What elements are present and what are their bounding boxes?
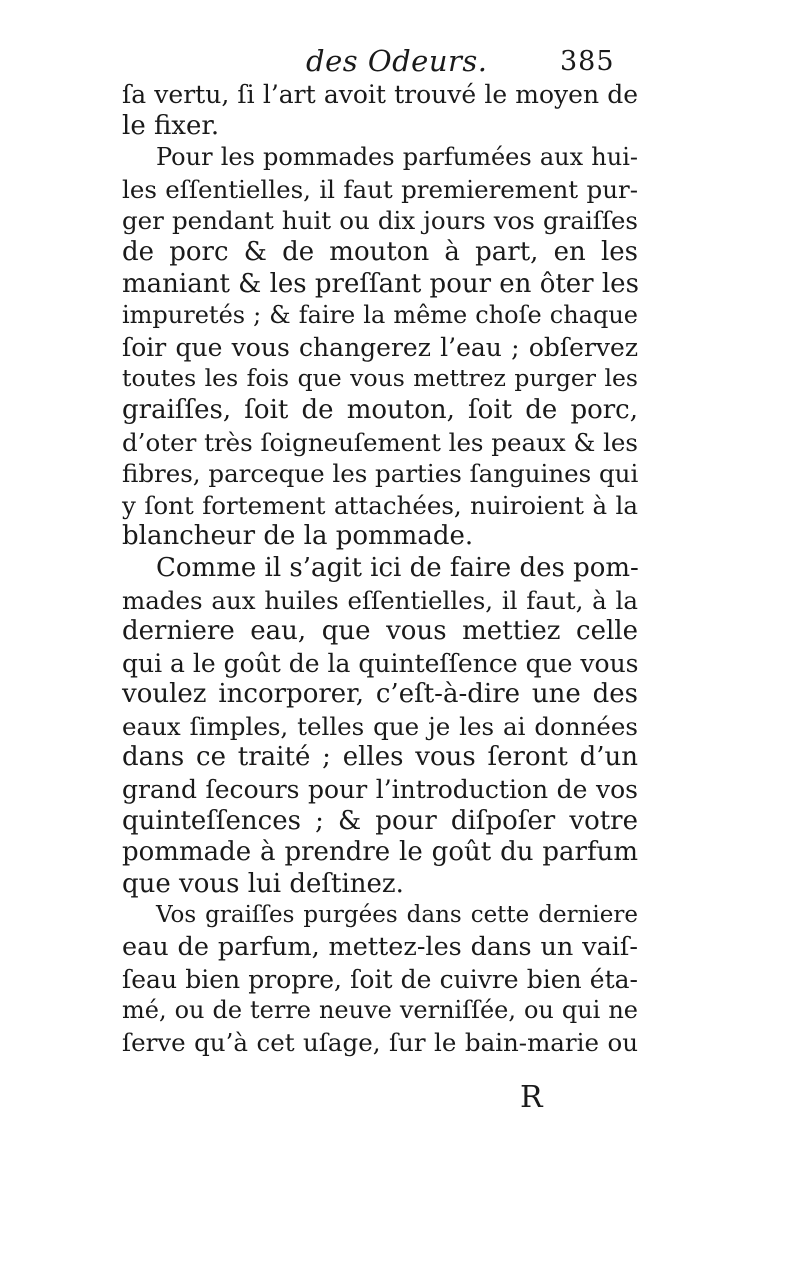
text-line: ſoir que vous changerez l’eau ; obſervez <box>122 332 638 362</box>
text-line: ger pendant huit ou dix jours vos graiſſes <box>122 206 638 236</box>
text-line: de porc & de mouton à part, en les <box>122 236 638 267</box>
text-line: mades aux huiles eſſentielles, il faut, à la <box>122 585 638 615</box>
text-line: le fixer. <box>122 110 220 141</box>
text-line: pommade à prendre le goût du parfum <box>122 837 638 868</box>
text-line: Comme il s’agit ici de faire des pom- <box>156 552 639 583</box>
text-line: ſa vertu, ſi l’art avoit trouvé le moyen de <box>122 80 638 109</box>
text-line: eaux ſimples, telles que je les ai données <box>122 711 638 741</box>
body-text <box>122 79 638 1058</box>
text-line: blancheur de la pommade. <box>122 521 474 552</box>
text-line: toutes les fois que vous mettrez purger les <box>122 364 638 393</box>
text-line: fibres, parceque les parties ſanguines qui <box>122 459 639 489</box>
text-line: Vos graiſſes purgées dans cette derniere <box>156 902 638 929</box>
text-line: Pour les pommades parfumées aux hui- <box>156 143 638 172</box>
text-line: quinteſſences ; & pour diſpoſer votre <box>122 805 638 836</box>
page-number: 385 <box>560 46 615 77</box>
text-line: d’oter très ſoigneuſement les peaux & les <box>122 427 638 457</box>
running-head-title: des Odeurs. <box>306 44 488 78</box>
text-line: dans ce traité ; elles vous ſeront d’un <box>122 742 638 773</box>
text-line: graiſſes, ſoit de mouton, ſoit de porc, <box>122 394 638 425</box>
text-line: ſeau bien propre, ſoit de cuivre bien éta- <box>122 964 638 994</box>
text-line: y ſont fortement attachées, nuiroient à la <box>122 490 638 520</box>
text-line: qui a le goût de la quinteſſence que vous <box>122 648 639 678</box>
text-line: maniant & les preſſant pour en ôter les <box>122 268 639 299</box>
text-line: eau de parfum, mettez-les dans un vaiſ- <box>122 932 638 963</box>
signature-mark: R <box>520 1080 543 1115</box>
text-line: impuretés ; & faire la même choſe chaque <box>122 301 638 330</box>
text-line: les eſſentielles, il faut premierement pur- <box>122 174 638 204</box>
text-line: grand ſecours pour l’introduction de vos <box>122 775 638 805</box>
text-line: derniere eau, que vous mettiez celle <box>122 616 638 647</box>
running-head <box>0 44 800 80</box>
text-line: ſerve qu’à cet uſage, ſur le bain-marie ou <box>122 1027 638 1057</box>
text-line: voulez incorporer, c’eſt-à-dire une des <box>122 679 638 710</box>
text-line: mé, ou de terre neuve verniſſée, ou qui ne <box>122 996 638 1025</box>
text-line: que vous lui deſtinez. <box>122 868 404 899</box>
